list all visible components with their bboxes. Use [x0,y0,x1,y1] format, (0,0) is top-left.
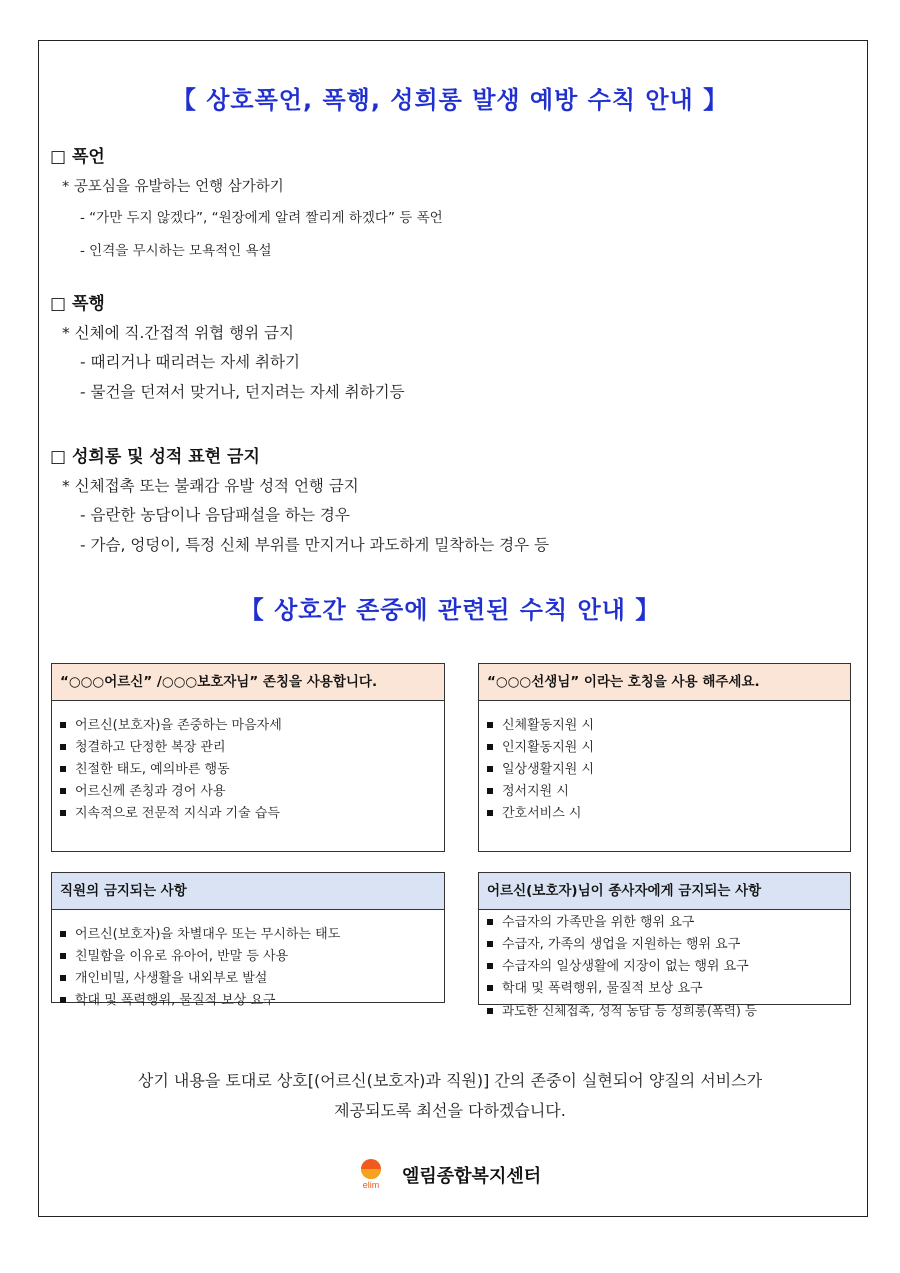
section-line: - 인격을 무시하는 모욕적인 욕설 [80,243,272,259]
section-line: - 때리거나 때리려는 자세 취하기 [80,353,300,371]
closing-line-1: 상기 내용을 토대로 상호[(어르신(보호자)과 직원)] 간의 존중이 실현되어 양질의 서비스가 [137,1071,763,1090]
bullet-icon [487,985,493,991]
box-list [479,910,850,1022]
list-item: 인지활동지원 시 [487,737,850,759]
bullet-icon [487,810,493,816]
bullet-icon [487,744,493,750]
section-heading-verbal-abuse: □ 폭언 [50,147,105,167]
box-header: 어르신(보호자)님이 종사자에게 금지되는 사항 [479,873,850,910]
box-header: “○○○어르신” /○○○보호자님” 존칭을 사용합니다. [52,664,444,701]
box-header: “○○○선생님” 이라는 호칭을 사용 해주세요. [479,664,850,701]
section-line: - 물건을 던져서 맞거나, 던지려는 자세 취하기등 [80,383,405,401]
sub-title: 【 상호간 존중에 관련된 수칙 안내 】 [239,596,661,624]
bullet-icon [60,766,66,772]
bullet-icon [60,997,66,1003]
bullet-icon [60,975,66,981]
bullet-icon [60,931,66,937]
bullet-icon [60,744,66,750]
section-line: - 음란한 농담이나 음담패설을 하는 경우 [80,506,350,524]
list-item: 수급자, 가족의 생업을 지원하는 행위 요구 [487,934,850,956]
box-staff-prohibitions [51,872,445,1008]
list-item: 지속적으로 전문적 지식과 기술 습득 [60,803,444,825]
bullet-icon [60,788,66,794]
list-item: 학대 및 폭력행위, 물질적 보상 요구 [487,978,850,1000]
section-line: - 가슴, 엉덩이, 특정 신체 부위를 만지거나 과도하게 밀착하는 경우 등 [80,536,549,554]
section-heading-harassment: □ 성희롱 및 성적 표현 금지 [50,447,260,467]
list-item: 어르신께 존칭과 경어 사용 [60,781,444,803]
bullet-icon [60,722,66,728]
list-item: 친밀함을 이유로 유아어, 반말 등 사용 [60,946,444,968]
main-title: 【 상호폭언, 폭행, 성희롱 발생 예방 수칙 안내 】 [171,86,729,114]
organization-name: 엘림종합복지센터 [402,1166,542,1187]
box-header: 직원의 금지되는 사항 [52,873,444,910]
bullet-icon [487,766,493,772]
bullet-icon [487,1008,493,1014]
list-item: 정서지원 시 [487,781,850,803]
list-item: 신체활동지원 시 [487,715,850,737]
logo-text: elim [362,1180,380,1190]
list-item: 개인비밀, 사생활을 내외부로 발설 [60,968,444,990]
section-line: * 공포심을 유발하는 언행 삼가하기 [62,179,284,195]
list-item: 간호서비스 시 [487,803,850,825]
closing-line-2: 제공되도록 최선을 다하겠습니다. [334,1101,566,1120]
list-item: 어르신(보호자)을 존중하는 마음자세 [60,715,444,737]
list-item: 일상생활지원 시 [487,759,850,781]
list-item: 수급자의 일상생활에 지장이 없는 행위 요구 [487,956,850,978]
bullet-icon [487,919,493,925]
list-item: 과도한 신체접촉, 성적 농담 등 성희롱(폭력) 등 [487,1000,850,1022]
box-honorifics [51,663,445,852]
section-line: * 신체접촉 또는 불쾌감 유발 성적 언행 금지 [62,477,359,495]
bullet-icon [60,953,66,959]
bullet-icon [487,963,493,969]
elim-logo-icon [356,1158,386,1190]
list-item: 학대 및 폭력행위, 물질적 보상 요구 [60,990,444,1012]
bullet-icon [487,941,493,947]
list-item: 친절한 태도, 예의바른 행동 [60,759,444,781]
list-item: 청결하고 단정한 복장 관리 [60,737,444,759]
box-client-prohibitions [478,872,851,1018]
list-item: 수급자의 가족만을 위한 행위 요구 [487,912,850,934]
bullet-icon [487,788,493,794]
section-heading-violence: □ 폭행 [50,294,105,314]
box-list [52,701,444,825]
box-list [52,910,444,1012]
bullet-icon [60,810,66,816]
box-list [479,701,850,825]
list-item: 어르신(보호자)을 차별대우 또는 무시하는 태도 [60,924,444,946]
bullet-icon [487,722,493,728]
section-line: * 신체에 직.간접적 위협 행위 금지 [62,324,294,342]
section-line: - “가만 두지 않겠다”, “원장에게 알려 짤리게 하겠다” 등 폭언 [80,210,443,226]
box-teacher-title [478,663,851,852]
